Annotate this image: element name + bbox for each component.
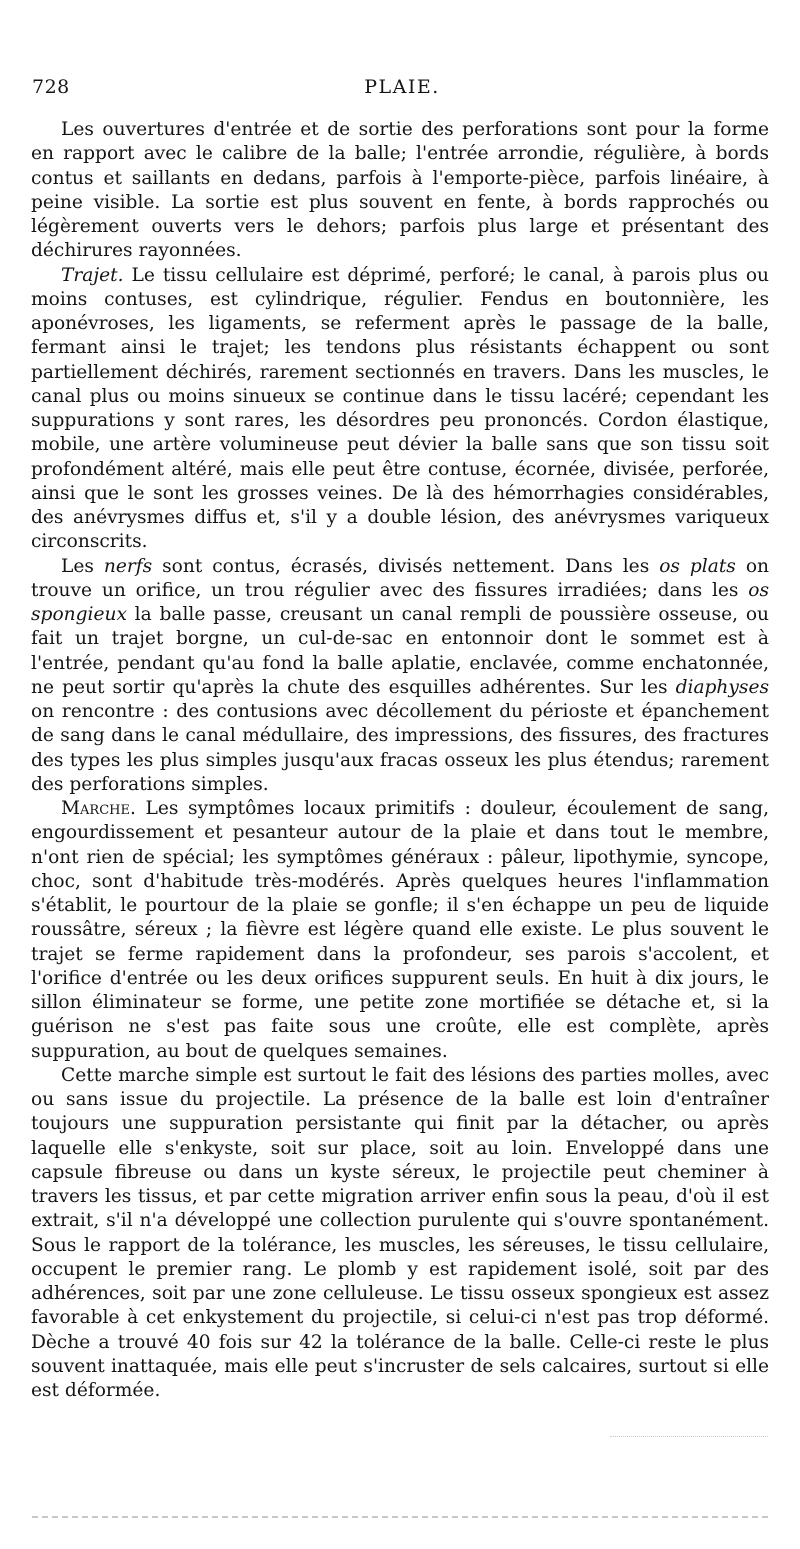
page-header [32,76,772,106]
paragraph-trajet [31,264,769,555]
scan-artifact-bottom-line [32,1516,768,1522]
text-run: sont contus, écrasés, divisés nettement. Dans les [152,555,660,577]
paragraph-trajet-text: Le tissu cellulaire est déprimé, perforé; le canal, à parois plus ou moins contuses, est cylindrique, régulier. Fendus en boutonnière, les aponévroses, les ligaments, se referment après le passage de la balle, fermant ainsi le trajet; les tendons plus résistants échappent ou sont partiellement déchirés, rarement sectionnés en travers. Dans les muscles, le canal plus ou moins sinueux se continue dans le tissu lacéré; cependant les suppurations y sont rares, les désordres peu prononcés. Cordon élastique, mobile, une artère volumineuse peut dévier la balle sans que son tissu soit profondément altéré, mais elle peut être contuse, écornée, divisée, perforée, ainsi que le sont les grosses veines. De là des hémorrhagies considérables, des anévrysmes diffus et, s'il y a double lésion, des anévrysmes variqueux circonscrits. [31,264,769,553]
italic-term-os-plats: os plats [659,555,736,577]
paragraph-marche-text: Les symptômes locaux primitifs : douleur, écoulement de sang, engourdissement et pesanteur autour de la plaie et dans tout le membre, n'ont rien de spécial; les symptômes généraux : pâleur, lipothymie, syncope, choc, sont d'habitude très-modérés. Après quelques heures l'inflammation s'établit, le pourtour de la plaie se gonfle; il s'en échappe un peu de liquide roussâtre, séreux ; la fièvre est légère quand elle existe. Le plus souvent le trajet se ferme rapidement dans la profondeur, ses parois s'accolent, et l'orifice d'entrée ou les deux orifices suppurent seuls. En huit à dix jours, le sillon éliminateur se forme, une petite zone mortifiée se détache et, si la guérison ne s'est pas faite sous une croûte, elle est complète, après suppuration, au bout de quelques semaines. [31,798,769,1062]
text-run: la balle passe, creusant un canal rempli de poussière osseuse, ou fait un trajet borgne, un cul-de-sac en entonnoir dont le sommet est à l'entrée, pendant qu'au fond la balle aplatie, enclavée, comme enchatonnée, ne peut sortir qu'après la chute des esquilles adhérentes. Sur les [31,604,769,698]
text-run: on trouve un orifice, un trou régulier avec des fissures irradiées; dans les [31,555,769,601]
running-title: PLAIE. [364,76,440,98]
paragraph-openings: Les ouvertures d'entrée et de sortie des perforations sont pour la forme en rapport avec le calibre de la balle; l'entrée arrondie, régulière, à bords contus et saillants en dedans, parfois à l'emporte-pièce, parfois linéaire, à peine visible. La sortie est plus souvent en fente, à bords rapprochés ou légèrement ouverts vers le dehors; parfois plus large et présentant des déchirures rayonnées. [31,119,769,262]
text-run: Les [61,555,104,577]
italic-term-diaphyses: diaphyses [675,676,769,698]
scan-artifact-speckles [610,1436,768,1441]
paragraph-simple-course: Cette marche simple est surtout le fait des lésions des parties molles, avec ou sans issue du projectile. La présence de la balle est loin d'entraîner toujours une suppuration persistante qui finit par la détacher, ou après laquelle elle s'enkyste, soit sur place, soit au loin. Enveloppé dans une capsule fibreuse ou dans un kyste séreux, le projectile peut cheminer à travers les tissus, et par cette migration arriver enfin sous la peau, d'où il est extrait, s'il n'a développé une collection purulente qui s'ouvre spontanément. Sous le rapport de la tolérance, les muscles, les séreuses, le tissu cellulaire, occupent le premier rang. Le plomb y est rapidement isolé, soit par des adhérences, soit par une zone celluleuse. Le tissu osseux spongieux est assez favorable à cet enkystement du projectile, si celui-ci n'est pas trop déformé. Dèche a trouvé 40 fois sur 42 la tolérance de la balle. Celle-ci reste le plus souvent inattaquée, mais elle peut s'incruster de sels calcaires, surtout si elle est déformée. [31,1064,769,1401]
italic-term-os-spongieux: os spongieux [31,579,769,625]
page-number: 728 [32,76,70,98]
text-run: on rencontre : des contusions avec décollement du périoste et épanchement de sang dans le canal médullaire, des impressions, des fissures, des fractures des types les plus simples jusqu'aux fracas osseux les plus étendus; rarement des perforations simples. [31,701,769,795]
section-term-marche: Marche. [61,798,136,819]
body-text [31,118,769,1403]
paragraph-nerves-bones [31,555,769,798]
paragraph-marche [31,797,769,1064]
italic-term-nerfs: nerfs [103,555,153,577]
section-term-trajet: Trajet. [61,264,124,286]
